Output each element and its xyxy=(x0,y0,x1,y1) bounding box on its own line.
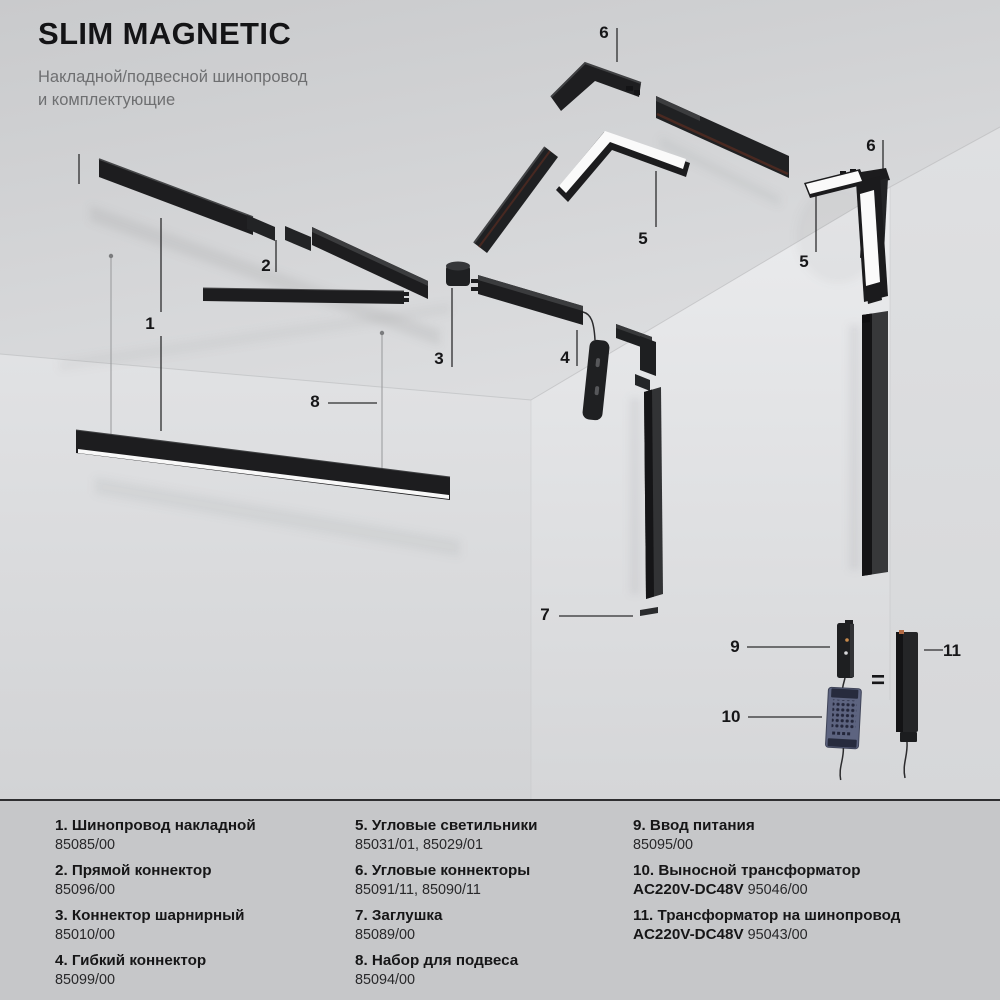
legend-item-title: 1. Шинопровод накладной xyxy=(55,817,256,834)
legend-panel xyxy=(0,799,1000,1000)
legend-item-code xyxy=(55,881,340,899)
legend-item-title: 4. Гибкий коннектор xyxy=(55,952,207,969)
code: 85031/01, 85029/01 xyxy=(355,837,484,853)
ceiling-mount-dot xyxy=(380,331,384,335)
legend-item-title: 2. Прямой коннектор xyxy=(55,862,212,879)
legend-item-code xyxy=(633,881,988,899)
callout-8: 8 xyxy=(310,392,320,411)
wall-track-right xyxy=(862,311,888,576)
legend-item-title: 5. Угловые светильники xyxy=(355,817,538,834)
callout-6-top: 6 xyxy=(599,23,609,42)
legend-item xyxy=(633,906,988,944)
legend-column-3 xyxy=(633,816,988,951)
code: 85095/00 xyxy=(633,837,694,853)
hinge-connector xyxy=(446,262,470,287)
subtitle-line1: Накладной/подвесной шинопровод xyxy=(38,68,308,86)
legend-item xyxy=(355,951,620,989)
legend-item-code xyxy=(355,836,620,854)
legend-item xyxy=(55,861,340,899)
legend-item-code xyxy=(355,971,620,989)
legend-item-title: 11. Трансформатор на шинопровод xyxy=(633,907,901,924)
code: 85096/00 xyxy=(55,882,116,898)
vent-holes xyxy=(831,699,857,730)
code: 95043/00 xyxy=(747,927,808,943)
legend-item xyxy=(633,816,988,854)
legend-item-title: 7. Заглушка xyxy=(355,907,443,924)
code: 95046/00 xyxy=(747,882,808,898)
callout-10: 10 xyxy=(721,707,741,726)
page-title: SLIM MAGNETIC xyxy=(38,16,292,51)
subtitle-line2: и комплектующие xyxy=(38,90,176,109)
legend-item xyxy=(355,816,620,854)
callout-3: 3 xyxy=(434,349,444,368)
callout-5-center: 5 xyxy=(638,229,648,248)
code: 85091/11, 85090/11 xyxy=(355,882,481,898)
legend-item xyxy=(55,951,340,989)
legend-item-code xyxy=(355,926,620,944)
legend-item-title: 3. Коннектор шарнирный xyxy=(55,907,245,924)
code: 85099/00 xyxy=(55,972,116,988)
legend-item-code xyxy=(355,881,620,899)
legend-item xyxy=(55,816,340,854)
legend-item-code xyxy=(633,836,988,854)
code: 85094/00 xyxy=(355,972,416,988)
callout-9: 9 xyxy=(730,637,740,656)
callout-7: 7 xyxy=(540,605,550,624)
callout-2: 2 xyxy=(261,256,271,275)
page-subtitle xyxy=(38,66,308,112)
code: 85089/00 xyxy=(355,927,416,943)
legend-item-title: 10. Выносной трансформатор xyxy=(633,862,861,879)
legend-item xyxy=(355,861,620,899)
code-bold: AC220V-DC48V xyxy=(633,881,744,898)
callout-5-right: 5 xyxy=(799,252,809,271)
wall-track-center xyxy=(644,387,663,599)
legend-item-code xyxy=(55,836,340,854)
legend-item-code xyxy=(55,971,340,989)
legend-item-title: 6. Угловые коннекторы xyxy=(355,862,531,879)
legend-item-code xyxy=(633,926,988,944)
legend-item-code xyxy=(55,926,340,944)
legend-column-1 xyxy=(55,816,340,996)
equals-sign: = xyxy=(870,667,886,694)
callout-4: 4 xyxy=(560,348,570,367)
legend-item xyxy=(55,906,340,944)
legend-item xyxy=(633,861,988,899)
legend-item-title: 8. Набор для подвеса xyxy=(355,952,519,969)
code-bold: AC220V-DC48V xyxy=(633,926,744,943)
code: 85010/00 xyxy=(55,927,116,943)
callout-11: 11 xyxy=(943,641,961,660)
callout-6-right: 6 xyxy=(866,136,876,155)
code: 85085/00 xyxy=(55,837,116,853)
legend-item-title: 9. Ввод питания xyxy=(633,817,755,834)
ceiling-mount-dot xyxy=(109,254,113,258)
callout-1: 1 xyxy=(145,314,155,333)
legend-item xyxy=(355,906,620,944)
legend-column-2 xyxy=(355,816,620,996)
